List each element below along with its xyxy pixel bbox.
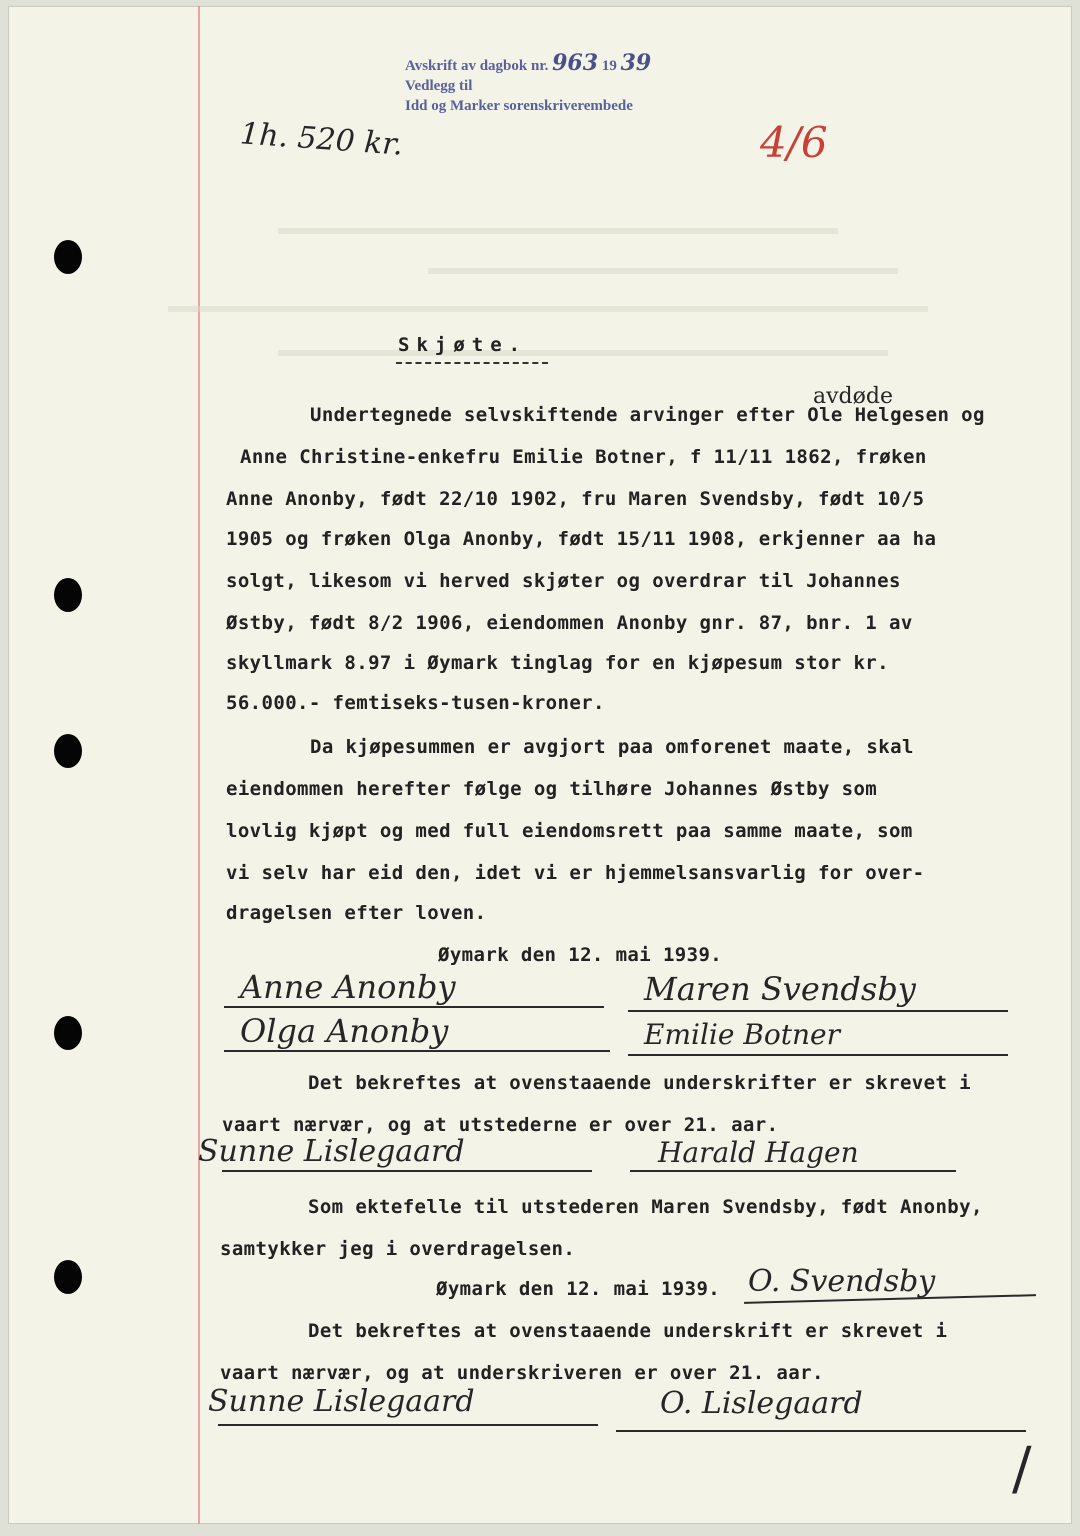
signature-line: [224, 1006, 604, 1008]
signature: Harald Hagen: [658, 1136, 859, 1169]
signature: Olga Anonby: [240, 1012, 449, 1050]
body-line: skyllmark 8.97 i Øymark tinglag for en kjøpesum stor kr.: [226, 652, 889, 674]
body-line: Anne Christine-enkefru Emilie Botner, f 11/11 1862, frøken: [240, 446, 927, 468]
signature: Sunne Lislegaard: [208, 1384, 475, 1419]
date-line: Øymark den 12. mai 1939.: [436, 1278, 721, 1300]
bleed-through: [428, 268, 898, 274]
title-underline: [396, 362, 548, 364]
witness-text: vaart nærvær, og at underskriveren er over 21. aar.: [220, 1362, 824, 1384]
red-margin-line: [198, 6, 200, 1524]
signature-line: [224, 1050, 610, 1052]
stamp-year: 39: [620, 50, 652, 76]
signature: O. Lislegaard: [660, 1386, 863, 1421]
signature-line: [222, 1170, 592, 1172]
signature-line: [630, 1170, 956, 1172]
signature: Maren Svendsby: [644, 970, 916, 1008]
signature: Anne Anonby: [240, 968, 456, 1006]
consent-text: samtykker jeg i overdragelsen.: [220, 1238, 576, 1260]
body-line: lovlig kjøpt og med full eiendomsrett paa samme maate, som: [226, 820, 913, 842]
page-number-mark: 4/6: [760, 118, 828, 167]
handwritten-insertion: avdøde: [813, 384, 893, 409]
stamp-text: 19: [601, 58, 617, 74]
handwritten-fee-note: 1h. 520 kr.: [238, 116, 405, 163]
punch-hole: [54, 734, 82, 768]
signature: Emilie Botner: [644, 1018, 840, 1051]
body-line: dragelsen efter loven.: [226, 902, 487, 924]
signature: O. Svendsby: [748, 1264, 936, 1299]
punch-hole: [54, 1016, 82, 1050]
stamp-number: 963: [552, 50, 599, 76]
body-line: eiendommen herefter følge og tilhøre Johannes Østby som: [226, 778, 878, 800]
stamp-text: Vedlegg til: [405, 78, 473, 94]
signature: Sunne Lislegaard: [198, 1134, 465, 1169]
body-line: Da kjøpesummen er avgjort paa omforenet maate, skal: [310, 736, 914, 758]
body-line: Østby, født 8/2 1906, eiendommen Anonby gnr. 87, bnr. 1 av: [226, 612, 913, 634]
stamp-text: dagbok nr.: [479, 58, 549, 74]
punch-hole: [54, 240, 82, 274]
witness-text: Det bekreftes at ovenstaaende underskrifter er skrevet i: [308, 1072, 971, 1094]
bleed-through: [278, 350, 888, 356]
document-title: Skjøte.: [398, 334, 528, 356]
bleed-through: [278, 228, 838, 234]
body-line: 56.000.- femtiseks-tusen-kroner.: [226, 692, 605, 714]
body-line: vi selv har eid den, idet vi er hjemmelsansvarlig for over-: [226, 862, 925, 884]
date-line: Øymark den 12. mai 1939.: [438, 944, 723, 966]
end-mark: /: [1012, 1434, 1032, 1502]
body-line: 1905 og frøken Olga Anonby, født 15/11 1908, erkjenner aa ha: [226, 528, 937, 550]
signature-line: [628, 1010, 1008, 1012]
consent-text: Som ektefelle til utstederen Maren Svendsby, født Anonby,: [308, 1196, 983, 1218]
body-line: Anne Anonby, født 22/10 1902, fru Maren Svendsby, født 10/5: [226, 488, 925, 510]
witness-text: Det bekreftes at ovenstaaende underskrift er skrevet i: [308, 1320, 948, 1342]
signature-line: [218, 1424, 598, 1426]
signature-line: [628, 1054, 1008, 1056]
punch-hole: [54, 1260, 82, 1294]
body-line: solgt, likesom vi herved skjøter og overdrar til Johannes: [226, 570, 901, 592]
witness-text: vaart nærvær, og at utstederne er over 21. aar.: [222, 1114, 779, 1136]
stamp-text: Idd og Marker sorenskriverembede: [405, 98, 633, 114]
bleed-through: [168, 306, 928, 312]
body-line: Undertegnede selvskiftende arvinger efter Ole Helgesen og: [310, 404, 985, 426]
stamp-text: Avskrift av: [405, 58, 476, 74]
punch-hole: [54, 578, 82, 612]
signature-line: [616, 1430, 1026, 1432]
document-page: [8, 6, 1072, 1524]
